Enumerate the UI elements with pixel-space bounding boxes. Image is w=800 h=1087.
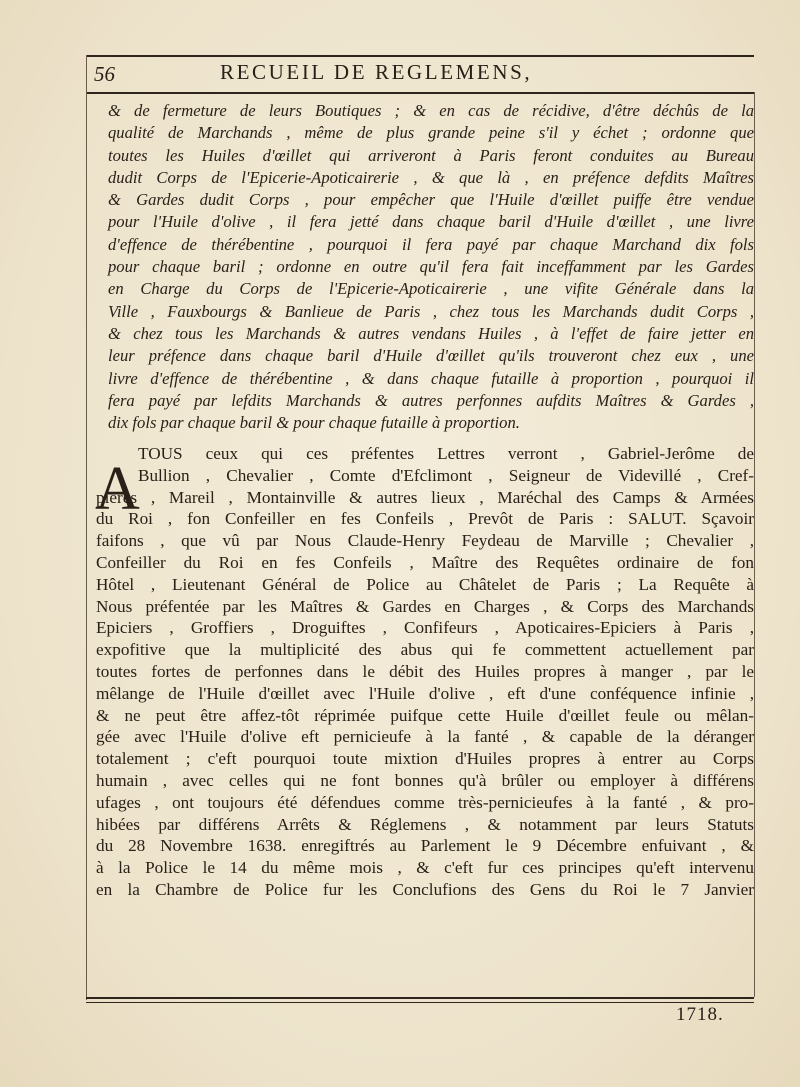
text-line: & de fermeture de leurs Boutiques ; & en cas de récidive, d'être déchûs de la [108, 101, 754, 120]
text-line: Nous préfentée par les Maîtres & Gardes en Charges , & Corps des Marchands [96, 596, 754, 616]
top-rule [86, 55, 754, 57]
text-line: pour l'Huile d'olive , il fera jetté dans chaque baril d'Huile d'œillet , une livre [108, 212, 754, 232]
text-line: du Roi , fon Confeiller en fes Confeils , Prevôt de Paris : SALUT. Sçavoir [96, 509, 754, 529]
text-line: en Charge du Corps de l'Epicerie-Apoticairerie , une vifite Générale dans la [108, 279, 754, 299]
text-line: hibées par différens Arrêts & Réglemens , & notamment par leurs Statuts [96, 814, 754, 834]
text-line: gée avec l'Huile d'olive eft pernicieufe à la fanté , & capable de la déranger [96, 727, 754, 747]
text-line: totalement ; c'eft pourquoi toute mixtion d'Huiles propres à entrer au Corps [96, 749, 754, 769]
bottom-rule [86, 997, 754, 999]
page-number: 56 [94, 62, 115, 86]
text-line: humain , avec celles qui ne font bonnes qu'à brûler ou employer à différens [96, 770, 754, 790]
running-head: RECUEIL DE REGLEMENS, [220, 60, 533, 84]
catchword: 1718. [676, 1004, 724, 1025]
text-line: & Gardes dudit Corps , pour empêcher que l'Huile d'œillet puiffe être vendue [108, 190, 754, 210]
text-line: dix fols par chaque baril & pour chaque futaille à proportion. [108, 413, 520, 433]
text-line: faifons , que vû par Nous Claude-Henry Feydeau de Marville ; Chevalier , [96, 531, 754, 551]
text-line: Hôtel , Lieutenant Général de Police au Châtelet de Paris ; La Requête à [96, 574, 754, 594]
roman-paragraph [96, 443, 754, 901]
text-line: toutes les Huiles d'œillet qui arriveront à Paris feront conduites au Bureau [108, 145, 754, 165]
text-line: TOUS ceux qui ces préfentes Lettres verront , Gabriel-Jerôme de [138, 444, 754, 463]
left-frame-line [86, 55, 87, 1000]
text-line: du 28 Novembre 1638. enregiftrés au Parlement le 9 Décembre enfuivant , & [96, 836, 754, 856]
text-line: mêlange de l'Huile d'œillet avec l'Huile d'olive , eft d'une conféquence infinie , [96, 683, 754, 703]
text-line: qualité de Marchands , même de plus grande peine s'il y échet ; ordonne que [108, 123, 754, 143]
text-line: leur préfence dans chaque baril d'Huile d'œillet qu'ils trouveront chez eux , une [108, 346, 754, 366]
text-line: fera payé par lefdits Marchands & autres perfonnes aufdits Maîtres & Gardes , [108, 390, 754, 410]
text-line: Bullion , Chevalier , Comte d'Efclimont , Seigneur de Videvillé , Cref- [138, 465, 754, 485]
text-line: en la Chambre de Police fur les Conclufions des Gens du Roi le 7 Janvier [96, 879, 754, 899]
text-line: Epiciers , Groffiers , Droguiftes , Confifeurs , Apoticaires-Epiciers à Paris , [96, 618, 754, 638]
text-line: & chez tous les Marchands & autres vendans Huiles , à l'effet de faire jetter en [108, 323, 754, 343]
text-line: à la Police le 14 du même mois , & c'eft fur ces principes qu'eft intervenu [96, 858, 754, 878]
text-line: pieres , Mareil , Montainville & autres lieux , Maréchal des Camps & Armées [96, 487, 754, 507]
text-line: Confeiller du Roi en fes Confeils , Maître des Requêtes ordinaire de fon [96, 552, 754, 572]
header-rule [86, 92, 754, 94]
text-line: toutes fortes de perfonnes dans le débit des Huiles propres à manger , par le [96, 661, 754, 681]
text-line: & ne peut être affez-tôt réprimée puifque cette Huile d'œillet feule ou mêlan- [96, 705, 754, 725]
drop-cap: A [95, 455, 140, 523]
italic-paragraph [108, 100, 754, 434]
bottom-rule-thin [86, 1002, 754, 1003]
text-line: pour chaque baril ; ordonne en outre qu'il fera fait inceffamment par les Gardes [108, 257, 754, 277]
text-line: d'effence de thérébentine , pourquoi il fera payé par chaque Marchand dix fols [108, 234, 754, 254]
text-line: Ville , Fauxbourgs & Banlieue de Paris , chez tous les Marchands dudit Corps , [108, 301, 754, 321]
right-frame-line [754, 92, 755, 997]
text-line: dudit Corps de l'Epicerie-Apoticairerie , & que là , en préfence defdits Maîtres [108, 167, 754, 187]
text-line: livre d'effence de thérébentine , & dans chaque futaille à proportion , pourquoi il [108, 368, 754, 388]
text-line: ufages , ont toujours été défendues comme très-pernicieufes à la fanté , & pro- [96, 792, 754, 812]
text-line: expofitive que la multiplicité des abus qui fe commettent actuellement par [96, 640, 754, 660]
